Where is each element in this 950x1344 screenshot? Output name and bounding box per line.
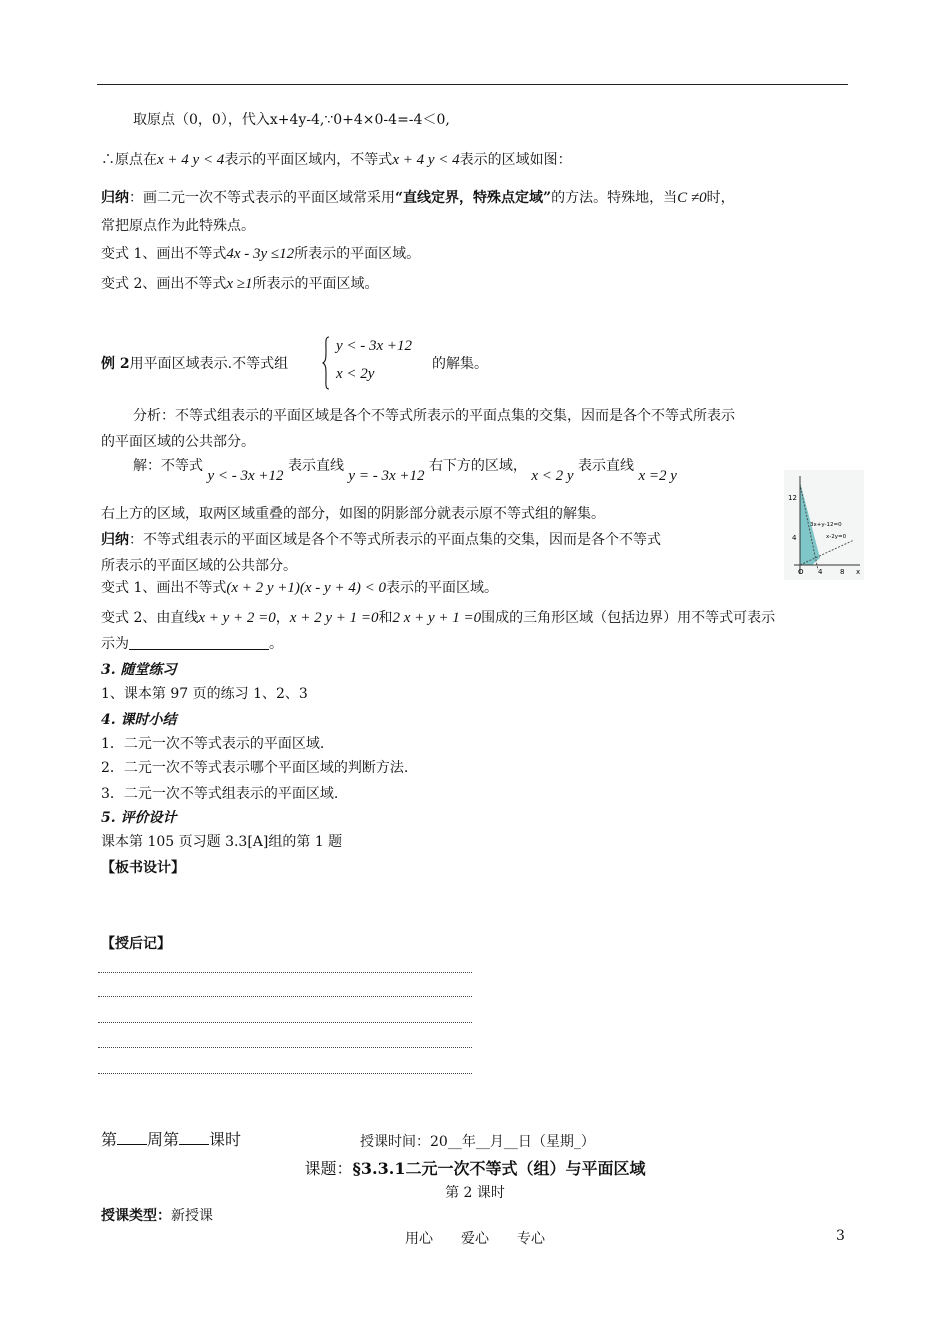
variant-4-cont: 示为 。 [101,636,283,652]
section-4-heading: 4. 课时小结 [101,712,177,728]
note-line[interactable] [98,1022,472,1023]
lesson-type: 授课类型：新授课 [101,1208,213,1224]
region-figure [784,470,864,580]
summary-1-cont: 常把原点作为此特殊点。 [101,218,255,234]
solution-line: 解：不等式 y < - 3x +12 表示直线 y = - 3x +12 右下方的区域， x < 2 y 表示直线 x =2 y [133,458,677,484]
section-5-item: 课本第 105 页习题 3.3[A]组的第 1 题 [101,834,343,850]
header-rule [97,84,848,85]
svg-text:O: O [798,568,804,576]
period-label: 第 2 课时 [445,1185,505,1201]
answer-blank[interactable] [129,635,269,650]
variant-1: 变式 1、画出不等式4x - 3y ≤12所表示的平面区域。 [101,246,421,262]
summary-2: 归纳：不等式组表示的平面区域是各个不等式所表示的平面点集的交集，因而是各个不等式 [101,532,661,548]
footer-motto: 用心 爱心 专心 [405,1231,545,1247]
lesson-topic: 课题：§3.3.1二元一次不等式（组）与平面区域 [304,1159,646,1178]
note-line[interactable] [98,996,472,997]
svg-text:4: 4 [792,534,797,542]
analysis-line-1: 分析：不等式组表示的平面区域是各个不等式所表示的平面点集的交集，因而是各个不等式所表示 [133,408,735,424]
summary-1: 归纳：画二元一次不等式表示的平面区域常采用“直线定界，特殊点定域”的方法。特殊地，当C ≠0时， [101,190,735,206]
brace-icon [322,336,330,390]
summary-2-cont: 所表示的平面区域的公共部分。 [101,558,297,574]
section-5-heading: 5. 评价设计 [101,810,177,826]
after-class-heading: 【授后记】 [101,936,171,952]
solution-line-2: 右上方的区域，取两区域重叠的部分，如图的阴影部分就表示原不等式组的解集。 [101,506,605,522]
svg-text:3x+y-12=0: 3x+y-12=0 [810,522,842,528]
analysis-line-2: 的平面区域的公共部分。 [101,434,255,450]
line-origin-region: ∴原点在x + 4 y < 4表示的平面区域内，不等式x + 4 y < 4表示的区域如图： [101,152,572,168]
section-4-item-1: 1．二元一次不等式表示的平面区域. [101,736,325,752]
note-line[interactable] [98,972,472,973]
line-origin-substitution: 取原点（0，0），代入x+4y-4,∵0+4×0-4=-4＜0, [133,112,450,128]
page-number: 3 [836,1228,845,1244]
svg-text:12: 12 [788,494,797,502]
section-4-item-2: 2．二元一次不等式表示哪个平面区域的判断方法. [101,760,409,776]
variant-4: 变式 2、由直线x + y + 2 =0，x + 2 y + 1 =0和2 x + y + 1 =0围成的三角形区域（包括边界）用不等式可表示 [101,610,776,626]
inequality-system [322,336,432,392]
note-line[interactable] [98,1047,472,1048]
section-3-heading: 3. 随堂练习 [101,662,177,678]
variant-3: 变式 1、画出不等式(x + 2 y +1)(x - y + 4) < 0表示的平面区域。 [101,580,498,596]
example-2: 例 2用平面区域表示.不等式组 [101,356,289,372]
svg-text:x-2y=0: x-2y=0 [826,534,847,540]
svg-text:x: x [856,568,861,576]
system-row-1: y < - 3x +12 [336,338,413,354]
svg-text:8: 8 [840,568,845,576]
variant-2: 变式 2、画出不等式x ≥1所表示的平面区域。 [101,276,379,292]
svg-text:4: 4 [818,568,823,576]
note-line[interactable] [98,1073,472,1074]
class-time: 授课时间：20__年__月__日（星期_） [360,1134,595,1150]
region-graph [784,470,864,580]
board-design-heading: 【板书设计】 [101,860,185,876]
example-2-post: 的解集。 [432,356,488,372]
section-3-item: 1、课本第 97 页的练习 1、2、3 [101,686,308,702]
week-period: 第 周第 课时 [101,1130,242,1149]
summary-label: 归纳 [101,190,129,206]
system-row-2: x < 2y [336,366,375,382]
section-4-item-3: 3．二元一次不等式组表示的平面区域. [101,786,339,802]
